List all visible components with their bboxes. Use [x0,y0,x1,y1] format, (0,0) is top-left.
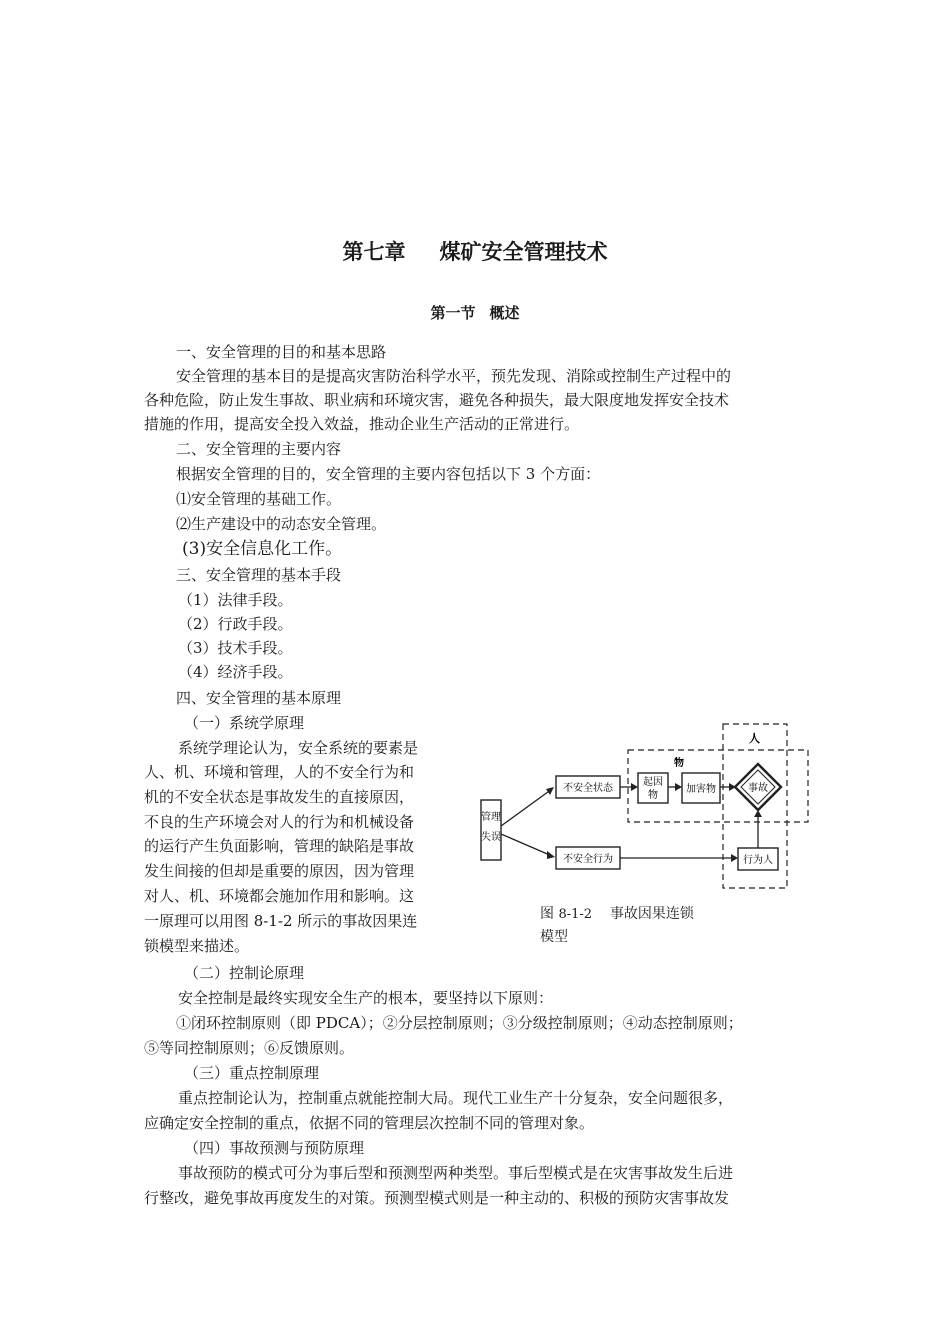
paragraph-line: 锁模型来描述。 [144,937,250,955]
list-item: （3）技术手段。 [178,639,293,657]
actor-label: 行为人 [743,855,773,866]
paragraph-line: 一原理可以用图 8-1-2 所示的事故因果连 [144,912,418,930]
subheading: （一）系统学原理 [184,714,305,732]
subheading: （二）控制论原理 [184,964,305,982]
unsafe-act-label: 不安全行为 [563,854,613,865]
section-title [0,302,950,323]
paragraph-line: 对人、机、环境都会施加作用和影响。这 [144,887,415,905]
heading-3: 三、安全管理的基本手段 [176,566,342,584]
paragraph-line: ⑤等同控制原则；⑥反馈原则。 [144,1039,355,1057]
chapter-number: 第七章 [342,240,406,264]
list-item: ⑴安全管理的基础工作。 [176,490,342,508]
list-item: （2）行政手段。 [178,615,293,633]
paragraph-line: 发生间接的但却是重要的原因，因为管理 [144,862,415,880]
arrowhead [547,851,555,859]
paragraph-line: 安全管理的基本目的是提高灾害防治科学水平，预先发现、消除或控制生产过程中的 [176,367,732,385]
paragraph-line: 机的不安全状态是事故发生的直接原因， [144,788,415,806]
caption-line-2: 模型 [540,929,568,945]
cause-label-1: 起因 [643,777,663,788]
person-group-label: 人 [749,732,760,745]
paragraph-line: 人、机、环境和管理，人的不安全行为和 [144,763,415,781]
caption-label: 图 [540,906,554,922]
paragraph-line: ①闭环控制原则（即 PDCA）；②分层控制原则；③分级控制原则；④动态控制原则； [176,1014,743,1032]
paragraph-line: 各种危险，防止发生事故、职业病和环境灾害，避免各种损失，最大限度地发挥安全技术 [144,391,730,409]
accident-causation-chain-diagram [476,718,816,898]
list-item: ⑵生产建设中的动态安全管理。 [176,515,387,533]
management-label-1: 管理 [481,812,501,823]
paragraph-line: 应确定安全控制的重点，依据不同的管理层次控制不同的管理对象。 [144,1114,595,1132]
management-error-box [481,800,501,860]
harm-label: 加害物 [686,784,716,795]
paragraph-line: 安全控制是最终实现安全生产的根本，要坚持以下原则： [178,989,554,1007]
arrow-to-unsafe-act [501,834,552,856]
heading-2: 二、安全管理的主要内容 [176,440,342,458]
paragraph-line: 系统学理论认为，安全系统的要素是 [178,739,419,757]
list-item: （1）法律手段。 [178,591,293,609]
caption-text: 事故因果连锁 [609,906,694,922]
list-item: （4）经济手段。 [178,663,293,681]
thing-group-label: 物 [674,758,684,769]
figure-caption [540,903,730,948]
caption-number: 8-1-2 [558,907,593,922]
chapter-name: 煤矿安全管理技术 [439,240,608,264]
caption-line-1 [540,903,730,926]
paragraph-line: 行整改，避免事故再度发生的对策。预测型模式则是一种主动的、积极的预防灾害事故发 [144,1189,730,1207]
unsafe-state-label: 不安全状态 [563,783,613,794]
arrowhead [754,810,762,817]
paragraph-line: 的运行产生负面影响，管理的缺陷是事故 [144,837,415,855]
accident-label: 事故 [748,783,768,794]
arrow-to-unsafe-state [501,789,552,826]
list-item: (3)安全信息化工作。 [182,539,343,559]
heading-1: 一、安全管理的目的和基本思路 [176,343,387,361]
subheading: （四）事故预测与预防原理 [184,1139,365,1157]
arrowhead [675,783,682,791]
arrowhead [546,787,554,795]
section-name: 概述 [489,304,520,322]
paragraph-line: 根据安全管理的目的，安全管理的主要内容包括以下 3 个方面： [176,465,601,483]
heading-4: 四、安全管理的基本原理 [176,689,342,707]
chapter-title [0,236,950,266]
subheading: （三）重点控制原理 [184,1064,320,1082]
arrowhead [631,783,638,791]
section-number: 第一节 [430,304,476,322]
paragraph-line: 重点控制论认为，控制重点就能控制大局。现代工业生产十分复杂，安全问题很多， [178,1089,734,1107]
cause-label-2: 物 [648,790,658,801]
paragraph-line: 事故预防的模式可分为事后型和预测型两种类型。事后型模式是在灾害事故发生后进 [178,1164,734,1182]
management-label-2: 失误 [481,832,501,843]
paragraph-line: 不良的生产环境会对人的行为和机械设备 [144,813,415,831]
arrowhead [731,854,738,862]
paragraph-line: 措施的作用，提高安全投入效益，推动企业生产活动的正常进行。 [144,415,580,433]
